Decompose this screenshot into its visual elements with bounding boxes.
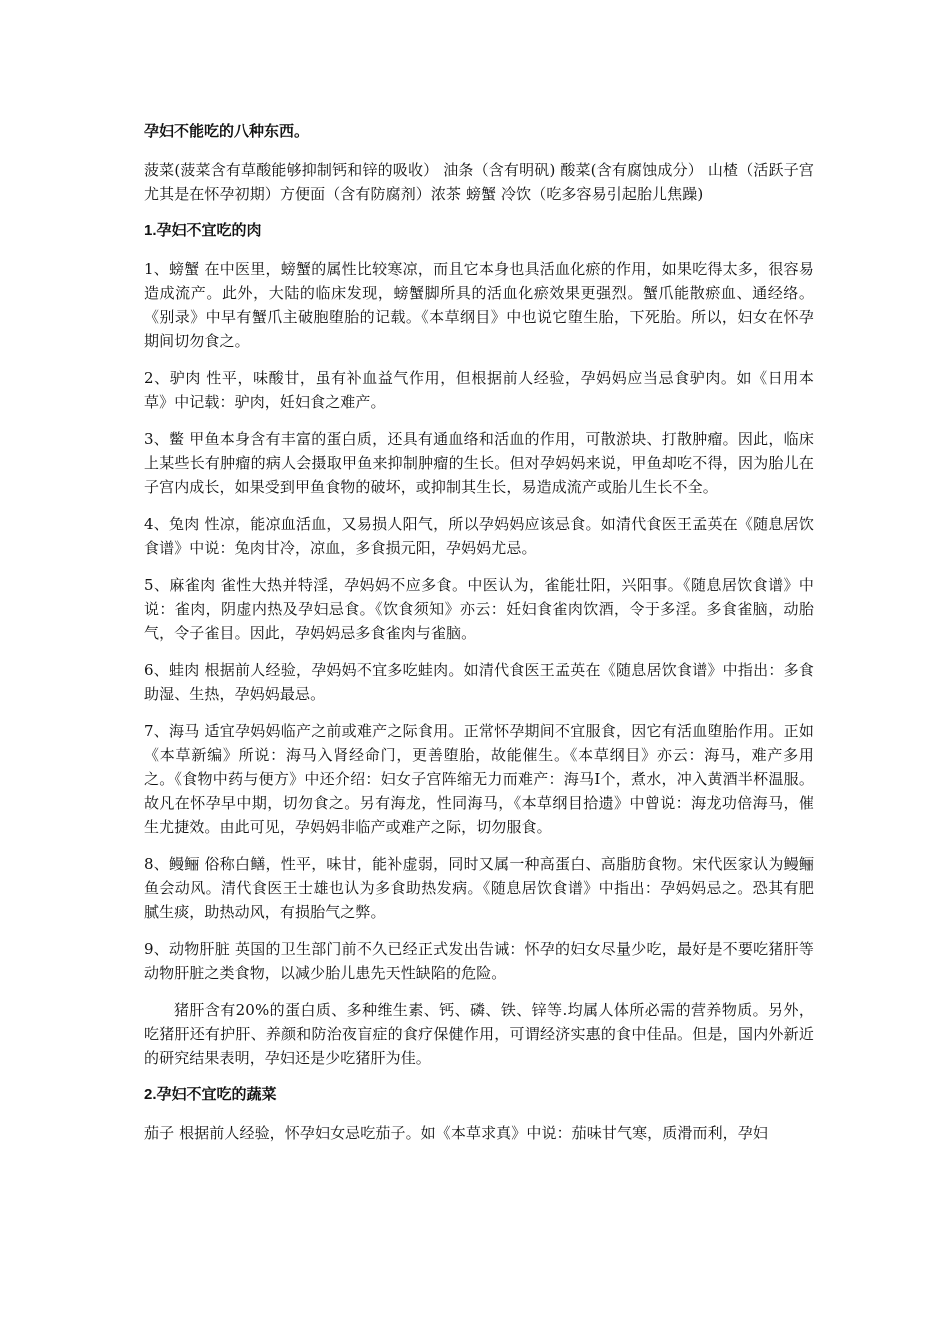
item-eel: 8、鳗鲡 俗称白鳝，性平，味甘，能补虚弱，同时又属一种高蛋白、高脂肪食物。宋代医家认为鳗鲡鱼会动风。清代食医王士雄也认为多食助热发病。《随息居饮食谱》中指出：孕妈妈忌之。恐其有肥腻生痰，助热动风，有损胎气之弊。 [144, 855, 814, 921]
item-seahorse: 7、海马 适宜孕妈妈临产之前或难产之际食用。正常怀孕期间不宜服食，因它有活血堕胎作用。正如《本草新编》所说：海马入肾经命门，更善堕胎，故能催生。《本草纲目》亦云：海马，难产多用之。《食物中药与便方》中还介绍：妇女子宫阵缩无力而难产：海马Ⅰ个，煮水，冲入黄酒半杯温服。故凡在怀孕早中期，切勿食之。另有海龙，性同海马，《本草纲目拾遗》中曾说：海龙功倍海马，催生尤捷效。由此可见，孕妈妈非临产或难产之际，切勿服食。 [144, 722, 814, 836]
item-turtle: 3、鳖 甲鱼本身含有丰富的蛋白质，还具有通血络和活血的作用，可散淤块、打散肿瘤。因此，临床上某些长有肿瘤的病人会摄取甲鱼来抑制肿瘤的生长。但对孕妈妈来说，甲鱼却吃不得，因为胎儿在子宫内成长，如果受到甲鱼食物的破坏，或抑制其生长，易造成流产或胎儿生长不全。 [144, 430, 814, 496]
intro-paragraph: 菠菜(菠菜含有草酸能够抑制钙和锌的吸收） 油条（含有明矾) 酸菜(含有腐蚀成分） 山楂（活跃子宫尤其是在怀孕初期）方便面（含有防腐剂）浓茶 螃蟹 冷饮（吃多容易引起胎儿焦躁) [144, 161, 814, 203]
item-rabbit-meat: 4、兔肉 性凉，能凉血活血，又易损人阳气，所以孕妈妈应该忌食。如清代食医王孟英在《随息居饮食谱》中说：兔肉甘冷，凉血，多食损元阳，孕妈妈尤忌。 [144, 515, 814, 557]
item-frog-meat: 6、蛙肉 根据前人经验，孕妈妈不宜多吃蛙肉。如清代食医王孟英在《随息居饮食谱》中指出：多食助湿、生热，孕妈妈最忌。 [144, 661, 814, 703]
item-sparrow-meat: 5、麻雀肉 雀性大热并特淫，孕妈妈不应多食。中医认为，雀能壮阳，兴阳事。《随息居饮食谱》中说：雀肉，阴虚内热及孕妇忌食。《饮食须知》亦云：妊妇食雀肉饮酒，令于多淫。多食雀脑，动胎气，令子雀目。因此，孕妈妈忌多食雀肉与雀脑。 [144, 576, 814, 642]
liver-note-paragraph: 猪肝含有20%的蛋白质、多种维生素、钙、磷、铁、锌等.均属人体所必需的营养物质。另外，吃猪肝还有护肝、养颜和防治夜盲症的食疗保健作用，可谓经济实惠的食中佳品。但是，国内外新近的研究结果表明，孕妇还是少吃猪肝为佳。 [144, 1001, 814, 1067]
section-heading-meat: 1.孕妇不宜吃的肉 [144, 222, 262, 239]
document-page [144, 120, 814, 1158]
section-heading-vegetables: 2.孕妇不宜吃的蔬菜 [144, 1086, 277, 1103]
document-title: 孕妇不能吃的八种东西。 [144, 123, 310, 140]
item-donkey-meat: 2、驴肉 性平，味酸甘，虽有补血益气作用，但根据前人经验，孕妈妈应当忌食驴肉。如《日用本草》中记载：驴肉，妊妇食之难产。 [144, 369, 814, 411]
item-animal-liver: 9、动物肝脏 英国的卫生部门前不久已经正式发出告诫：怀孕的妇女尽量少吃，最好是不要吃猪肝等动物肝脏之类食物，以减少胎儿患先天性缺陷的危险。 [144, 940, 814, 982]
item-eggplant: 茄子 根据前人经验，怀孕妇女忌吃茄子。如《本草求真》中说：茄味甘气寒，质滑而利，孕妇 [144, 1124, 768, 1142]
item-crab: 1、螃蟹 在中医里，螃蟹的属性比较寒凉，而且它本身也具活血化瘀的作用，如果吃得太多，很容易造成流产。此外，大陆的临床发现，螃蟹脚所具的活血化瘀效果更强烈。蟹爪能散瘀血、通经络。《别录》中早有蟹爪主破胞堕胎的记载。《本草纲目》中也说它堕生胎，下死胎。所以，妇女在怀孕期间切勿食之。 [144, 260, 814, 350]
